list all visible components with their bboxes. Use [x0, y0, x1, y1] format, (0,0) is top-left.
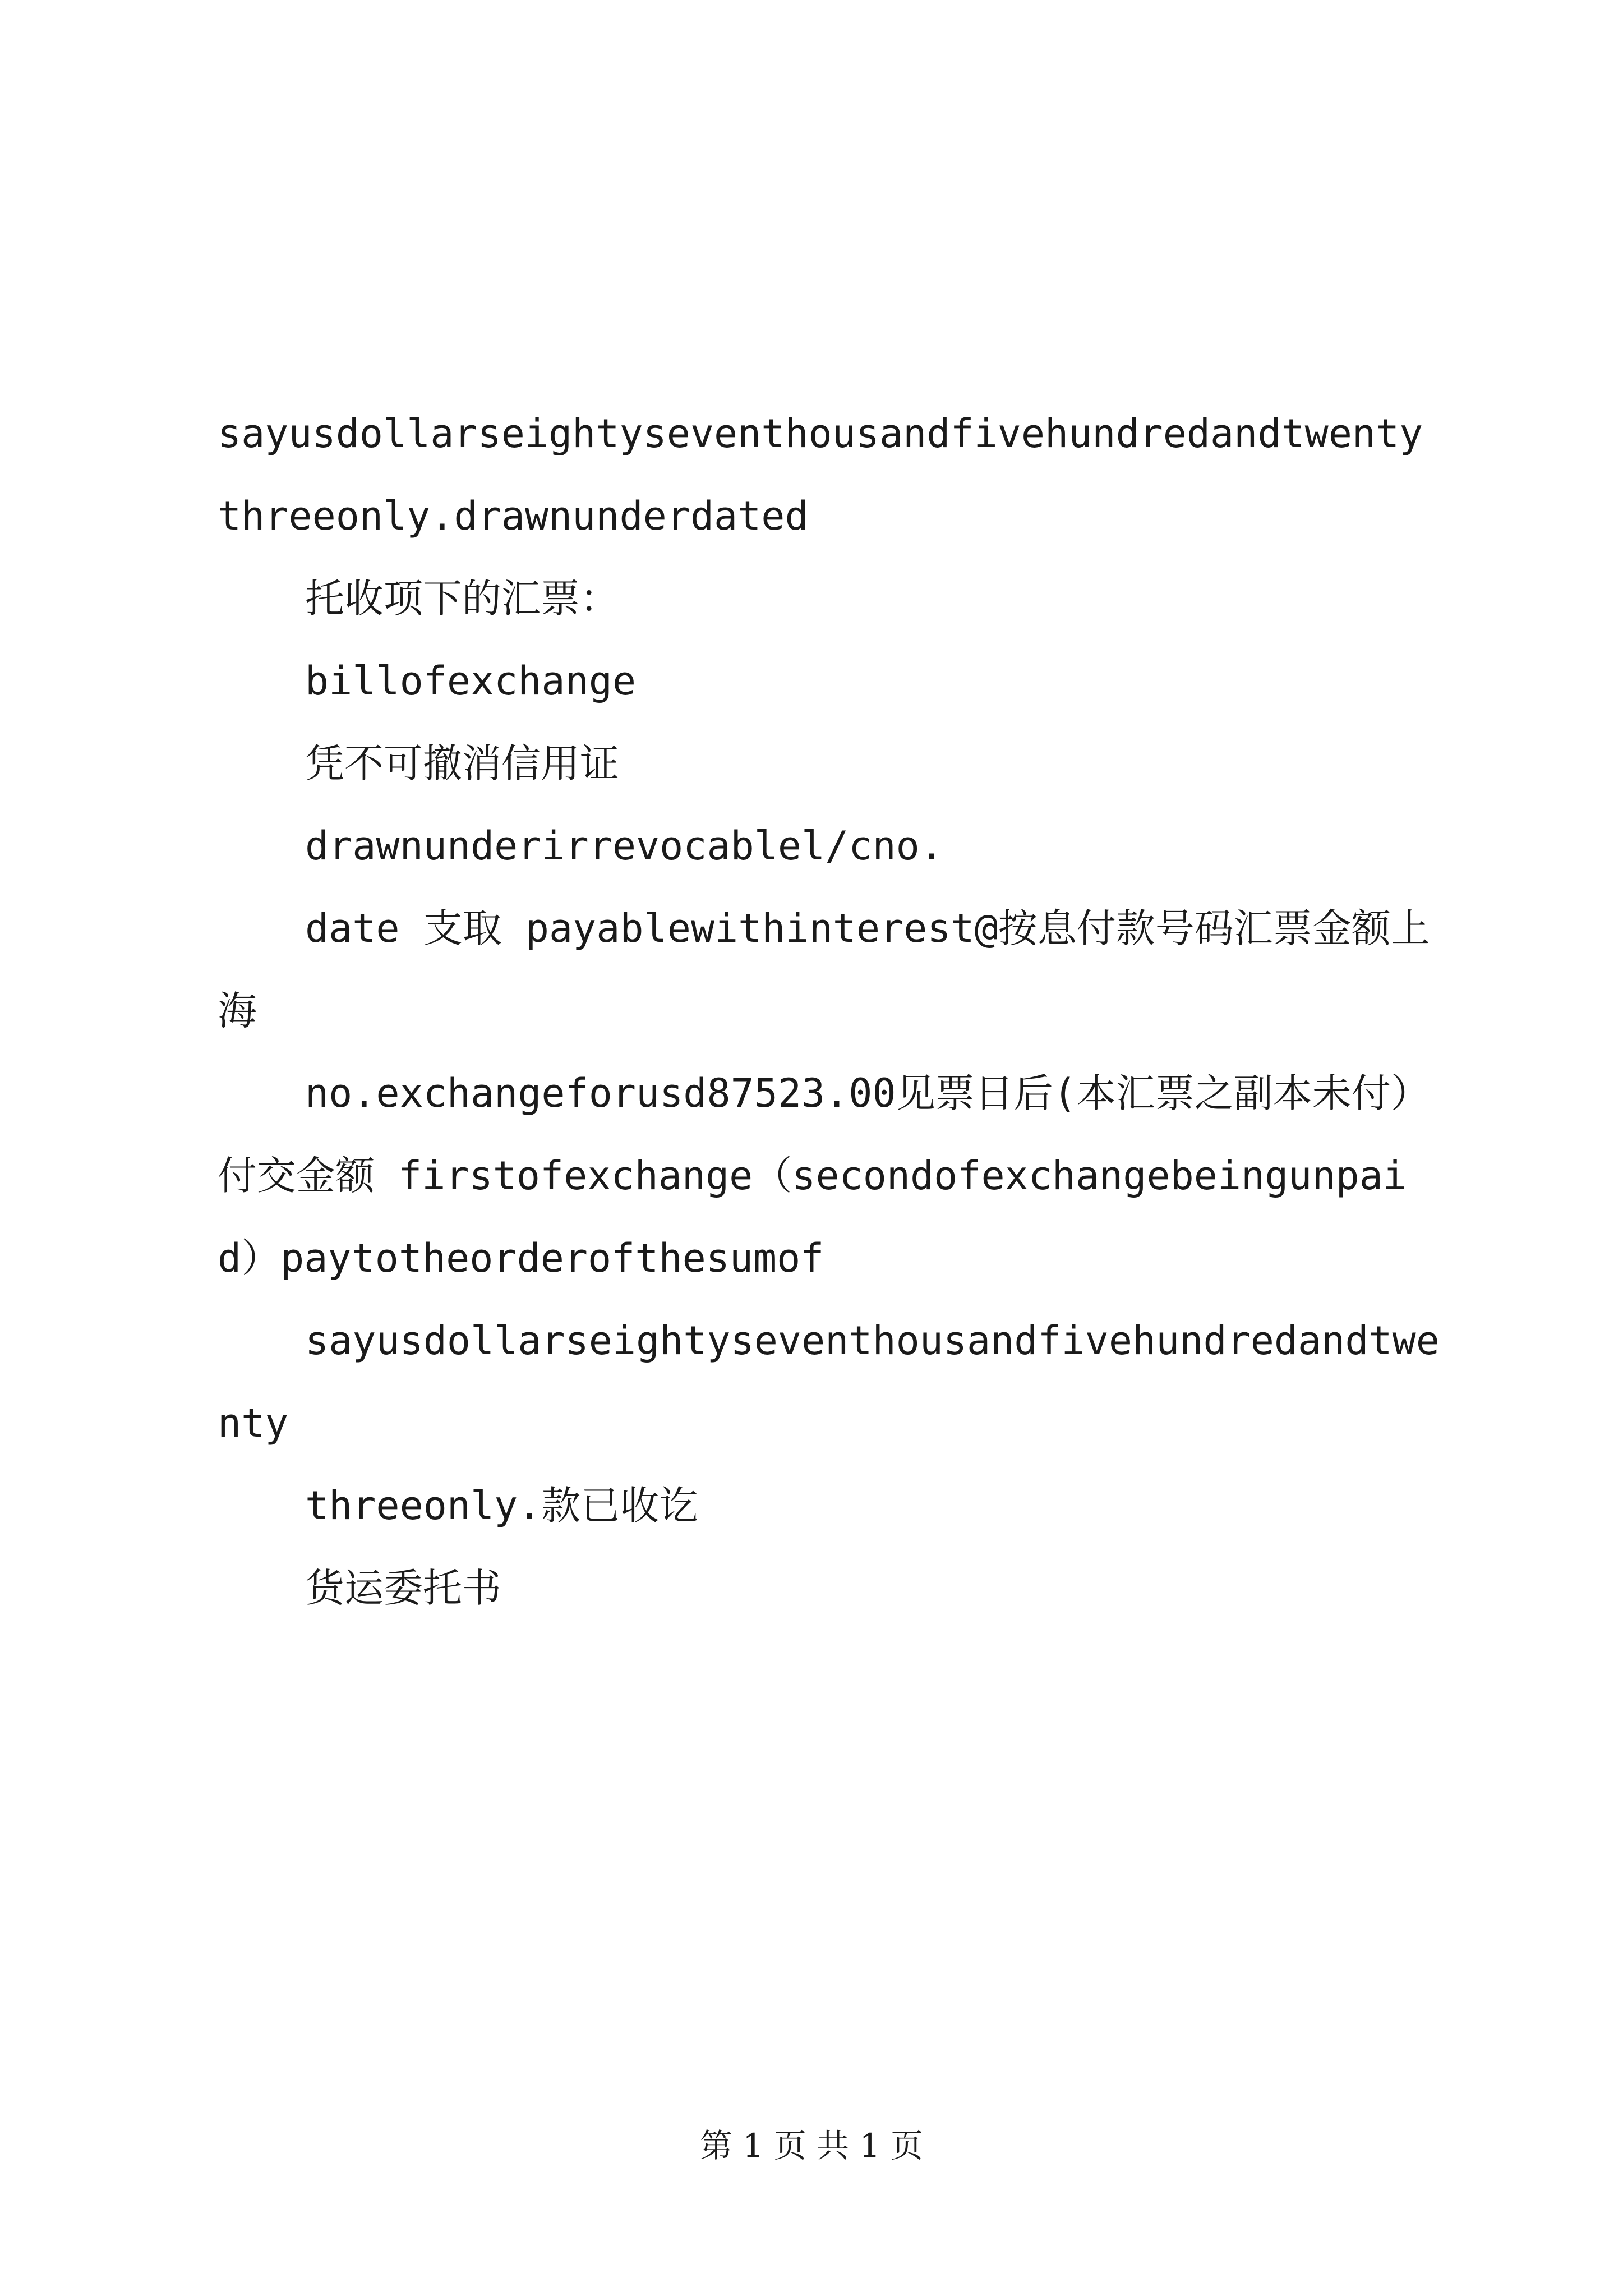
paragraph-amount-in-words: sayusdollarseightyseventhousandfivehundredandtwentythreeonly.drawnunderdated [218, 411, 1423, 539]
paragraph-shipping-order: 货运委托书 [305, 1565, 501, 1611]
paragraph-irrevocable-lc-cn: 凭不可撤消信用证 [305, 740, 619, 786]
paragraph-exchange-for-usd: no.exchangeforusd87523.00见票日后(本汇票之副本未付）付交金额 firstofexchange（secondofexchangebeingunpaid）paytotheorderofthesumof [218, 1070, 1430, 1281]
page-number-footer: 第 1 页 共 1 页 [700, 2127, 923, 2165]
paragraph-three-only-received: threeonly.款已收讫 [305, 1483, 699, 1529]
paragraph-date-payable: date 支取 payablewithinterest@按息付款号码汇票金额上海 [218, 905, 1430, 1034]
paragraph-say-us-dollars: sayusdollarseightyseventhousandfivehundredandtwenty [218, 1318, 1440, 1446]
document-body [218, 393, 1440, 1630]
paragraph-drawn-under-lc: drawnunderirrevocablel/cno. [305, 823, 943, 869]
paragraph-bill-of-exchange: billofexchange [305, 658, 637, 704]
paragraph-collection-bill-heading: 托收项下的汇票： [305, 576, 619, 622]
